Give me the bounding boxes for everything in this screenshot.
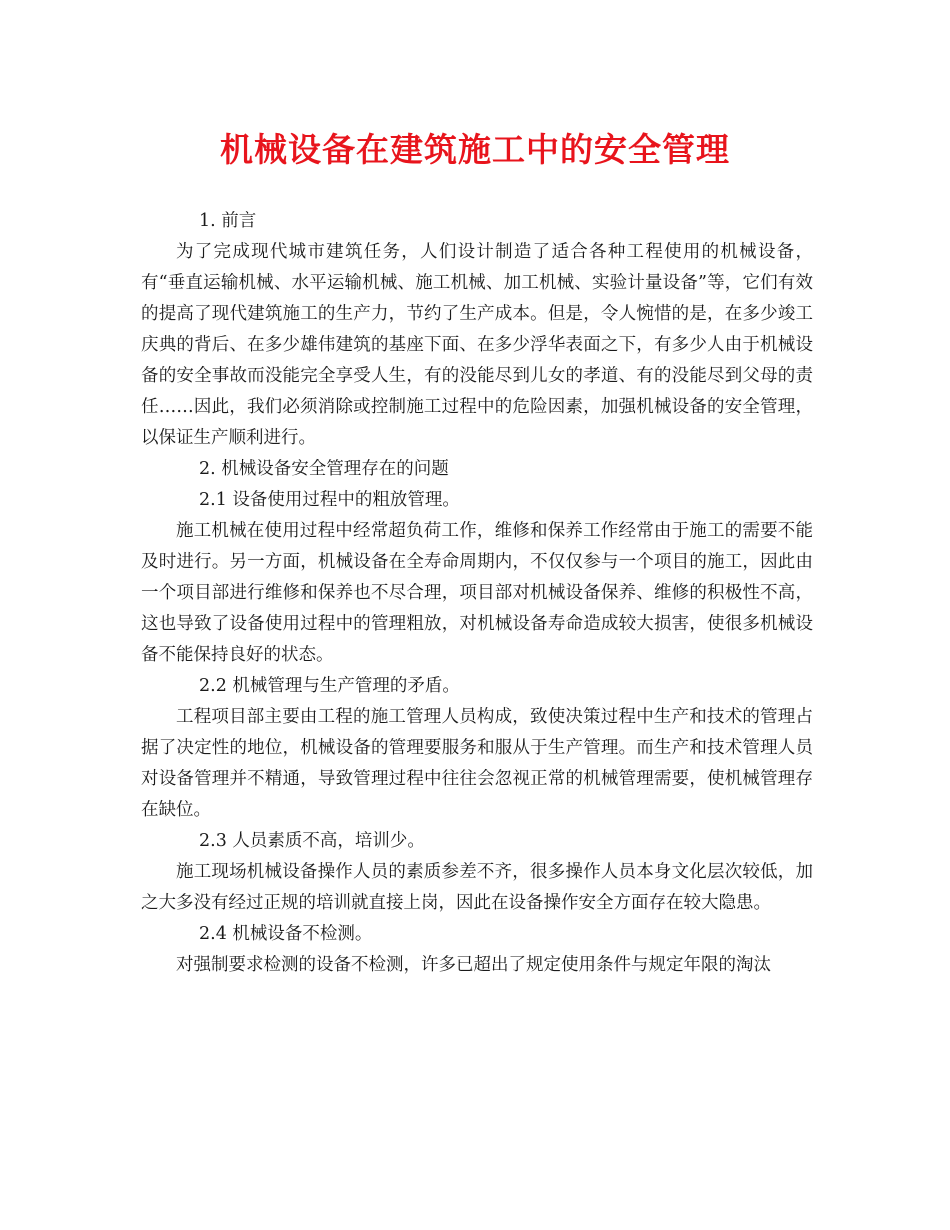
section-heading-2-4: 2.4 机械设备不检测。 [199,924,373,944]
section-heading-2-2: 2.2 机械管理与生产管理的矛盾。 [199,676,460,696]
paragraph-2-3: 施工现场机械设备操作人员的素质参差不齐，很多操作人员本身文化层次较低，加之大多没有经过正规的培训就直接上岗，因此在设备操作安全方面存在较大隐患。 [141,862,813,913]
paragraph-2-1: 施工机械在使用过程中经常超负荷工作，维修和保养工作经常由于施工的需要不能及时进行。另一方面，机械设备在全寿命周期内，不仅仅参与一个项目的施工，因此由一个项目部进行维修和保养也不尽合理，项目部对机械设备保养、维修的积极性不高，这也导致了设备使用过程中的管理粗放，对机械设备寿命造成较大损害，使很多机械设备不能保持良好的状态。 [141,521,813,665]
section-heading-1: 1. 前言 [199,211,257,231]
paragraph-preface: 为了完成现代城市建筑任务，人们设计制造了适合各种工程使用的机械设备，有“垂直运输机械、水平运输机械、施工机械、加工机械、实验计量设备”等，它们有效的提高了现代建筑施工的生产力，节约了生产成本。但是，令人惋惜的是，在多少竣工庆典的背后、在多少雄伟建筑的基座下面、在多少浮华表面之下，有多少人由于机械设备的安全事故而没能完全享受人生，有的没能尽到儿女的孝道、有的没能尽到父母的责任……因此，我们必须消除或控制施工过程中的危险因素，加强机械设备的安全管理，以保证生产顺利进行。 [141,242,813,448]
paragraph-2-2: 工程项目部主要由工程的施工管理人员构成，致使决策过程中生产和技术的管理占据了决定性的地位，机械设备的管理要服务和服从于生产管理。而生产和技术管理人员对设备管理并不精通，导致管理过程中往往会忽视正常的机械管理需要，使机械管理存在缺位。 [141,707,813,820]
section-heading-2-3: 2.3 人员素质不高，培训少。 [199,831,425,851]
document-title: 机械设备在建筑施工中的安全管理 [220,130,730,169]
paragraph-2-4: 对强制要求检测的设备不检测，许多已超出了规定使用条件与规定年限的淘汰 [176,955,771,975]
section-heading-2: 2. 机械设备安全管理存在的问题 [199,459,449,479]
document-body [141,206,813,981]
section-heading-2-1: 2.1 设备使用过程中的粗放管理。 [199,490,460,510]
